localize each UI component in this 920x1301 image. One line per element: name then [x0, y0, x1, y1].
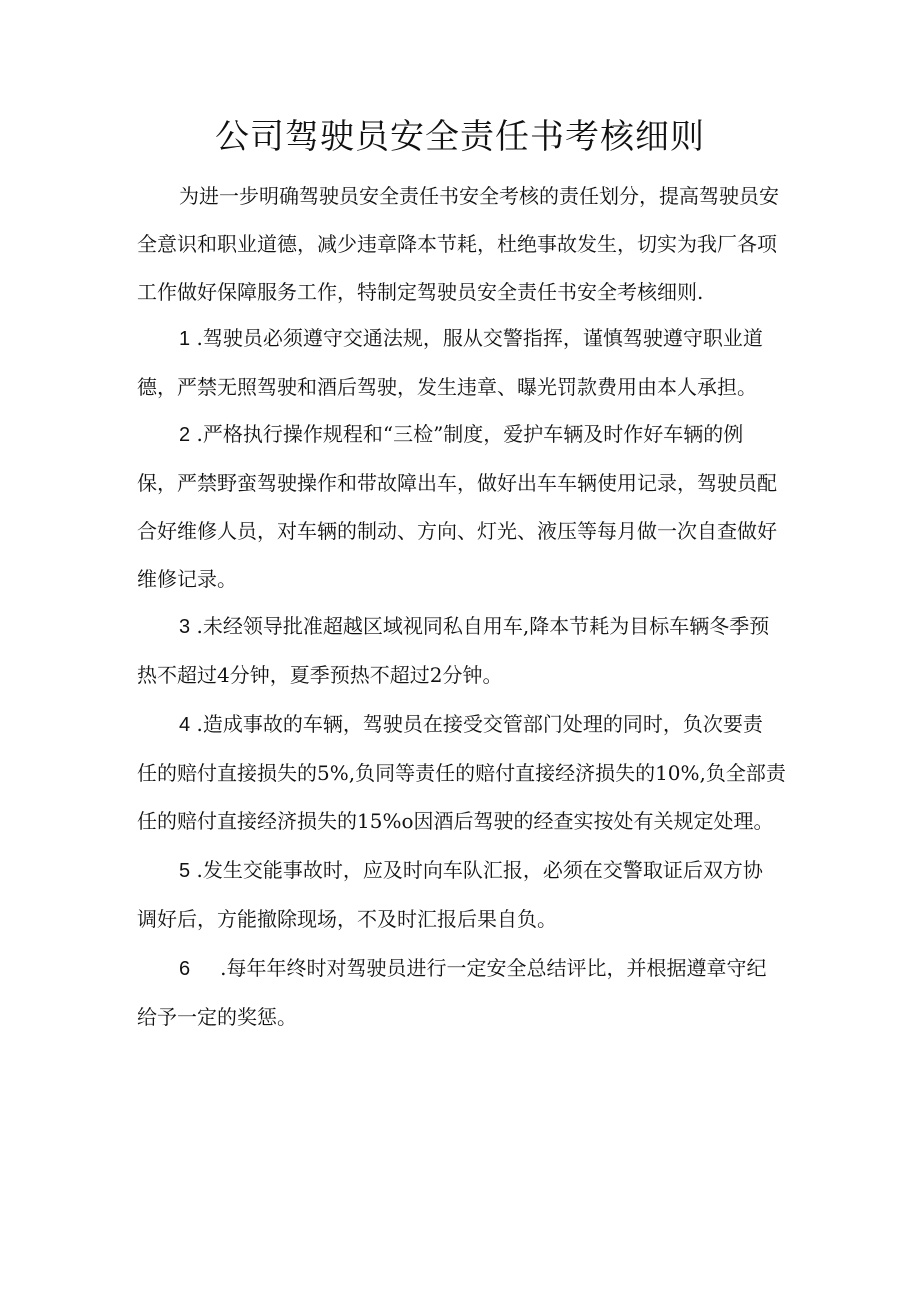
- item-number: 2: [179, 424, 191, 446]
- item-text-line: .每年年终时对驾驶员进行一定安全总结评比，并根据遵章守纪: [220, 956, 767, 980]
- item-number: 6: [179, 958, 191, 980]
- item-text-line: .发生交能事故时，应及时向车队汇报，必须在交警取证后双方协: [196, 858, 763, 882]
- item-text-line: 任的赔付直接损失的5%,负同等责任的赔付直接经济损失的10%,负全部责: [137, 761, 786, 785]
- item-text-line: 热不超过4分钟，夏季预热不超过2分钟。: [137, 663, 503, 687]
- item-text-line: 任的赔付直接经济损失的15%o因酒后驾驶的经查实按处有关规定处理。: [137, 809, 774, 833]
- item-number: 1: [179, 328, 191, 350]
- item-number: 5: [179, 860, 191, 882]
- item-text-line: 保，严禁野蛮驾驶操作和带故障出车，做好出车车辆使用记录，驾驶员配: [137, 471, 777, 495]
- item-text-line: 合好维修人员，对车辆的制动、方向、灯光、液压等每月做一次自查做好: [137, 519, 777, 543]
- rule-item-4: [137, 700, 797, 845]
- item-text-line: 德，严禁无照驾驶和酒后驾驶，发生违章、曝光罚款费用由本人承担。: [137, 375, 757, 399]
- item-text-line: .未经领导批准超越区域视同私自用车,降本节耗为目标车辆冬季预: [196, 614, 770, 638]
- rule-item-3: [137, 602, 797, 699]
- intro-paragraph: [137, 172, 797, 316]
- item-text-line: .驾驶员必须遵守交通法规，服从交警指挥，谨慎驾驶遵守职业道: [196, 326, 763, 350]
- intro-line: 为进一步明确驾驶员安全责任书安全考核的责任划分，提高驾驶员安: [179, 184, 779, 208]
- rule-item-2: [137, 410, 797, 603]
- intro-line: 工作做好保障服务工作，特制定驾驶员安全责任书安全考核细则.: [137, 280, 704, 304]
- document-title: 公司驾驶员安全责任书考核细则: [215, 117, 705, 157]
- rule-item-1: [137, 314, 797, 411]
- item-text-line: 维修记录。: [137, 567, 237, 591]
- item-text-line: 给予一定的奖惩。: [137, 1005, 297, 1029]
- intro-line: 全意识和职业道德，减少违章降本节耗，杜绝事故发生，切实为我厂各项: [137, 232, 777, 256]
- item-text-line: .造成事故的车辆，驾驶员在接受交管部门处理的同时，负次要责: [196, 712, 763, 736]
- item-number: 3: [179, 616, 191, 638]
- rule-item-5: [137, 846, 797, 943]
- item-text-line: .严格执行操作规程和“三检”制度，爱护车辆及时作好车辆的例: [196, 422, 744, 446]
- rule-item-6: [137, 944, 797, 1041]
- item-text-line: 调好后，方能撤除现场，不及时汇报后果自负。: [137, 907, 557, 931]
- item-number: 4: [179, 714, 191, 736]
